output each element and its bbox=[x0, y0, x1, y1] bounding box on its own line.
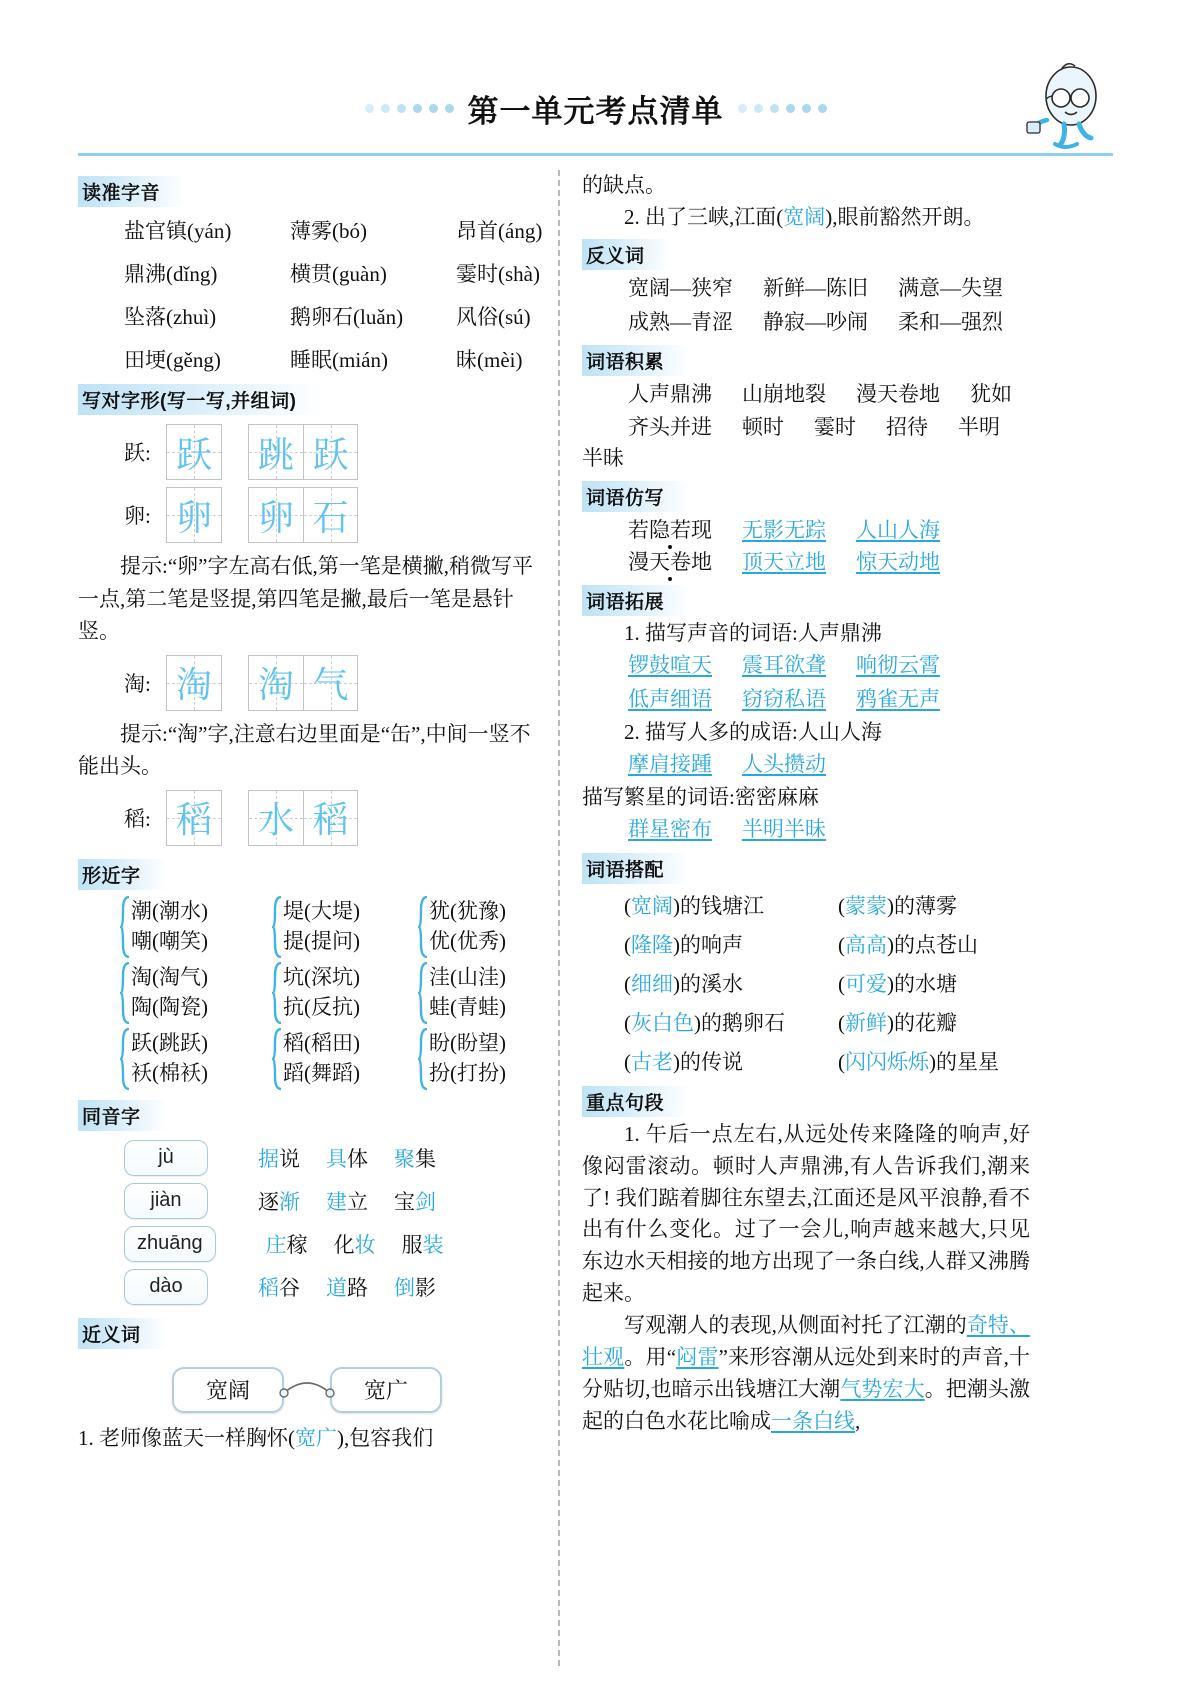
expansion-item: 响彻云霄 bbox=[856, 653, 940, 678]
homophone-words bbox=[258, 1272, 436, 1302]
similar-items: 跃(跳跃) 袄(棉袄) bbox=[131, 1030, 208, 1085]
title-block bbox=[0, 86, 1191, 131]
antonym-pair: 宽阔—狭窄 bbox=[628, 276, 733, 300]
antonym-pair: 成熟—青涩 bbox=[628, 309, 733, 334]
writing-label: 卵: bbox=[124, 504, 151, 528]
expansion-item: 低声细语 bbox=[628, 686, 712, 711]
grid-cell: 卵 bbox=[167, 488, 221, 542]
expansion-item: 鸦雀无声 bbox=[856, 686, 940, 711]
similar-items: 稻(稻田) 蹈(舞蹈) bbox=[283, 1030, 360, 1085]
grid-single bbox=[166, 655, 222, 711]
brace-icon bbox=[272, 1028, 283, 1090]
homophone-word: 庄稼 bbox=[265, 1232, 308, 1257]
antonym-pair: 柔和—强烈 bbox=[898, 309, 1003, 334]
collocation-item: (灰白色)的鹅卵石 bbox=[624, 1010, 785, 1035]
section-heading-homophones: 同音字 bbox=[78, 1100, 167, 1131]
writing-practice-row bbox=[124, 655, 536, 711]
writing-practice-row bbox=[124, 424, 536, 480]
writing-practice-row bbox=[124, 487, 536, 543]
brace-icon bbox=[418, 1028, 429, 1090]
synonym-example-sentence-2: 2. 出了三峡,江面(宽阔),眼前豁然开朗。 bbox=[624, 204, 985, 229]
brace-icon bbox=[272, 896, 283, 958]
similar-group bbox=[418, 1028, 558, 1090]
vocabulary-item: 霎时 bbox=[814, 414, 856, 439]
homophone-word: 据说 bbox=[258, 1146, 300, 1171]
pronunciation-item: 盐官镇(yán) bbox=[124, 219, 232, 243]
grid-cell: 淘 bbox=[249, 656, 303, 710]
key-passage-paragraph: 1. 午后一点左右,从远处传来隆隆的响声,好像闷雷滚动。顿时人声鼎沸,有人告诉我们,潮来了! 我们踮着脚往东望去,江面还是风平浪静,看不出有什么变化。过了一会儿,响声越来越大,只见东边水天相接的地方出现了一条白线,人群又沸腾起来。 bbox=[582, 1121, 1030, 1306]
section-heading-antonyms: 反义词 bbox=[582, 239, 671, 270]
writing-label: 淘: bbox=[124, 671, 151, 696]
writing-label: 跃: bbox=[124, 441, 151, 465]
homophone-word: 聚集 bbox=[394, 1146, 436, 1171]
right-column bbox=[568, 170, 1030, 1666]
pronunciation-item: 风俗(sú) bbox=[456, 305, 531, 329]
page-title: 第一单元考点清单 bbox=[467, 94, 724, 129]
grid-cell: 水 bbox=[249, 791, 303, 845]
pronunciation-item: 霎时(shà) bbox=[456, 262, 540, 286]
pronunciation-item: 鼎沸(dǐng) bbox=[124, 262, 218, 286]
synonym-link-diagram bbox=[78, 1363, 536, 1417]
synonym-example-sentence: 1. 老师像蓝天一样胸怀(宽广),包容我们 bbox=[78, 1425, 434, 1450]
collocation-grid bbox=[582, 890, 1030, 1076]
similar-group bbox=[272, 896, 414, 958]
pronunciation-item: 鹅卵石(luǎn) bbox=[290, 305, 404, 329]
right-dots-decoration bbox=[738, 104, 827, 113]
expansion-item: 锣鼓喧天 bbox=[628, 653, 712, 678]
vocabulary-item: 顿时 bbox=[742, 414, 784, 439]
pronunciation-item: 横贯(guàn) bbox=[290, 262, 387, 286]
homophone-word: 具体 bbox=[326, 1146, 368, 1171]
key-passage-analysis: 写观潮人的表现,从侧面衬托了江潮的奇特、壮观。用“闷雷”来形容潮从远处到来时的声音,十分贴切,也暗示出钱塘江大潮气势宏大。把潮头激起的白色水花比喻成一条白线, bbox=[582, 1313, 1031, 1433]
grid-cell: 跳 bbox=[249, 425, 303, 479]
expansion-item: 人头攒动 bbox=[742, 752, 826, 777]
similar-items: 洼(山洼) 蛙(青蛙) bbox=[429, 964, 506, 1019]
expansion-item: 群星密布 bbox=[628, 817, 712, 842]
section-heading-key-passages: 重点句段 bbox=[582, 1086, 690, 1117]
imitation-item: 人山人海 bbox=[856, 517, 940, 542]
left-dots-decoration bbox=[365, 104, 454, 113]
collocation-item: (蒙蒙)的薄雾 bbox=[838, 893, 957, 918]
expansion-row bbox=[582, 683, 1030, 717]
expansion-row bbox=[582, 813, 1030, 847]
similar-group bbox=[120, 896, 268, 958]
homophone-word: 宝剑 bbox=[394, 1189, 436, 1214]
antonym-pair: 新鲜—陈旧 bbox=[763, 276, 868, 300]
vocabulary-item: 齐头并进 bbox=[628, 414, 712, 439]
imitation-seed: 若隐若现 bbox=[628, 517, 712, 542]
homophone-row bbox=[124, 1140, 536, 1176]
vocabulary-overflow: 半昧 bbox=[582, 446, 624, 471]
imitation-item: 无影无踪 bbox=[742, 517, 826, 542]
similar-group bbox=[272, 962, 414, 1024]
synonym-connector-icon bbox=[284, 1367, 330, 1413]
vocabulary-item: 招待 bbox=[886, 414, 928, 439]
content-columns bbox=[78, 170, 1123, 1666]
pinyin-box: jiàn bbox=[124, 1183, 208, 1219]
writing-tip: 提示:“淘”字,注意右边里面是“缶”,中间一竖不能出头。 bbox=[78, 721, 531, 779]
expansion-block bbox=[582, 618, 1030, 717]
mascot-icon bbox=[1021, 58, 1113, 153]
header-divider bbox=[78, 153, 1113, 156]
imitation-item: 顶天立地 bbox=[742, 550, 826, 575]
antonym-row bbox=[628, 272, 1030, 306]
expansion-item: 震耳欲聋 bbox=[742, 653, 826, 678]
collocation-item: (宽阔)的钱塘江 bbox=[624, 893, 764, 918]
similar-group bbox=[272, 1028, 414, 1090]
expansion-label: 1. 描写声音的词语:人声鼎沸 bbox=[624, 620, 882, 645]
expansion-item: 窃窃私语 bbox=[742, 686, 826, 711]
imitation-row bbox=[628, 546, 1030, 579]
expansion-item: 半明半昧 bbox=[742, 817, 826, 842]
section-heading-word-collocation: 词语搭配 bbox=[582, 853, 690, 884]
pronunciation-item: 坠落(zhuì) bbox=[124, 305, 217, 329]
collocation-item: (闪闪烁烁)的星星 bbox=[838, 1049, 999, 1074]
brace-icon bbox=[120, 1028, 131, 1090]
grid-cell: 石 bbox=[303, 488, 357, 542]
similar-items: 潮(潮水) 嘲(嘲笑) bbox=[131, 898, 208, 953]
writing-practice-row bbox=[124, 790, 536, 846]
pronunciation-item: 昧(mèi) bbox=[456, 348, 523, 372]
homophone-word: 倒影 bbox=[394, 1275, 436, 1300]
grid-cell: 稻 bbox=[167, 791, 221, 845]
similar-items: 盼(盼望) 扮(打扮) bbox=[429, 1030, 506, 1085]
pronunciation-item: 田埂(gěng) bbox=[124, 348, 221, 372]
synonym-box-left: 宽阔 bbox=[172, 1367, 284, 1413]
antonym-list bbox=[582, 272, 1030, 339]
grid-cell: 稻 bbox=[303, 791, 357, 845]
similar-group bbox=[120, 1028, 268, 1090]
pronunciation-item: 昂首(áng) bbox=[456, 219, 543, 243]
grid-single bbox=[166, 487, 222, 543]
grid-cell: 卵 bbox=[249, 488, 303, 542]
section-heading-reading-pronunciation: 读准字音 bbox=[78, 176, 186, 207]
homophone-word: 道路 bbox=[326, 1275, 368, 1300]
expansion-label: 描写繁星的词语:密密麻麻 bbox=[582, 784, 819, 809]
grid-single bbox=[166, 790, 222, 846]
grid-cell: 跃 bbox=[303, 425, 357, 479]
grid-cell: 气 bbox=[303, 656, 357, 710]
page-header bbox=[0, 0, 1191, 129]
pronunciation-grid bbox=[78, 215, 543, 374]
vocabulary-item: 犹如 bbox=[970, 382, 1012, 407]
section-heading-similar-characters: 形近字 bbox=[78, 859, 167, 890]
imitation-item: 惊天动地 bbox=[856, 550, 940, 575]
expansion-label: 2. 描写人多的成语:人山人海 bbox=[624, 719, 882, 744]
section-heading-synonyms: 近义词 bbox=[78, 1318, 167, 1349]
continued-text: 的缺点。 bbox=[582, 173, 666, 197]
similar-items: 淘(淘气) 陶(陶瓷) bbox=[131, 964, 208, 1019]
homophone-word: 逐渐 bbox=[258, 1189, 300, 1214]
pronunciation-item: 睡眠(mián) bbox=[290, 348, 388, 372]
vocabulary-row bbox=[628, 378, 1030, 411]
section-heading-word-imitation: 词语仿写 bbox=[582, 481, 690, 512]
collocation-item: (细细)的溪水 bbox=[624, 971, 743, 996]
similar-group bbox=[120, 962, 268, 1024]
collocation-item: (新鲜)的花瓣 bbox=[838, 1010, 957, 1035]
synonym-box-right: 宽广 bbox=[330, 1367, 442, 1413]
similar-items: 堤(大堤) 提(提问) bbox=[283, 898, 360, 953]
expansion-row bbox=[582, 748, 1030, 782]
expansion-item: 摩肩接踵 bbox=[628, 752, 712, 777]
column-divider bbox=[558, 170, 560, 1666]
brace-icon bbox=[272, 962, 283, 1024]
vocabulary-row bbox=[628, 411, 1030, 444]
collocation-item: (隆隆)的响声 bbox=[624, 932, 743, 957]
collocation-item: (可爱)的水塘 bbox=[838, 971, 957, 996]
similar-group bbox=[418, 962, 558, 1024]
similar-items: 犹(犹豫) 优(优秀) bbox=[429, 898, 506, 953]
homophone-words bbox=[266, 1229, 444, 1259]
similar-characters-grid bbox=[78, 896, 536, 1090]
homophone-word: 服装 bbox=[401, 1232, 444, 1257]
left-column bbox=[78, 170, 550, 1666]
imitation-seed: 漫天卷地 bbox=[628, 550, 712, 575]
collocation-item: (高高)的点苍山 bbox=[838, 932, 978, 957]
brace-icon bbox=[418, 962, 429, 1024]
grid-word bbox=[248, 655, 358, 711]
brace-icon bbox=[418, 896, 429, 958]
pinyin-box: zhuāng bbox=[124, 1226, 216, 1262]
homophone-words bbox=[258, 1143, 436, 1173]
collocation-item: (古老)的传说 bbox=[624, 1049, 743, 1074]
grid-single bbox=[166, 424, 222, 480]
vocabulary-item: 人声鼎沸 bbox=[628, 382, 712, 407]
vocabulary-item: 半明 bbox=[958, 414, 1000, 439]
grid-word bbox=[248, 424, 358, 480]
homophone-word: 稻谷 bbox=[258, 1275, 300, 1300]
similar-items: 坑(深坑) 抗(反抗) bbox=[283, 964, 360, 1019]
expansion-block bbox=[582, 717, 1030, 782]
homophone-word: 建立 bbox=[326, 1189, 368, 1214]
section-heading-vocabulary-accumulation: 词语积累 bbox=[582, 345, 690, 376]
grid-word bbox=[248, 487, 358, 543]
homophone-words bbox=[258, 1186, 436, 1216]
homophone-row bbox=[124, 1183, 536, 1219]
grid-word bbox=[248, 790, 358, 846]
vocabulary-list bbox=[582, 378, 1030, 443]
writing-label: 稻: bbox=[124, 806, 151, 831]
grid-cell: 跃 bbox=[167, 425, 221, 479]
vocabulary-item: 山崩地裂 bbox=[742, 382, 826, 407]
brace-icon bbox=[120, 962, 131, 1024]
pronunciation-item: 薄雾(bó) bbox=[290, 219, 367, 243]
antonym-pair: 满意—失望 bbox=[898, 276, 1003, 300]
antonym-row bbox=[628, 306, 1030, 340]
section-heading-write-characters: 写对字形(写一写,并组词) bbox=[78, 384, 322, 415]
homophone-row bbox=[124, 1269, 536, 1305]
pinyin-box: dào bbox=[124, 1269, 208, 1305]
imitation-row bbox=[628, 514, 1030, 547]
grid-cell: 淘 bbox=[167, 656, 221, 710]
section-heading-word-expansion: 词语拓展 bbox=[582, 585, 690, 616]
imitation-list bbox=[582, 514, 1030, 579]
similar-group bbox=[418, 896, 558, 958]
homophone-row bbox=[124, 1226, 536, 1262]
expansion-row bbox=[582, 649, 1030, 683]
brace-icon bbox=[120, 896, 131, 958]
homophone-word: 化妆 bbox=[333, 1232, 376, 1257]
writing-tip: 提示:“卵”字左高右低,第一笔是横撇,稍微写平一点,第二笔是竖提,第四笔是撇,最后一笔是悬针竖。 bbox=[78, 554, 533, 644]
vocabulary-item: 漫天卷地 bbox=[856, 382, 940, 407]
antonym-pair: 静寂—吵闹 bbox=[763, 309, 868, 334]
pinyin-box: jù bbox=[124, 1140, 208, 1176]
expansion-block bbox=[582, 782, 1030, 847]
